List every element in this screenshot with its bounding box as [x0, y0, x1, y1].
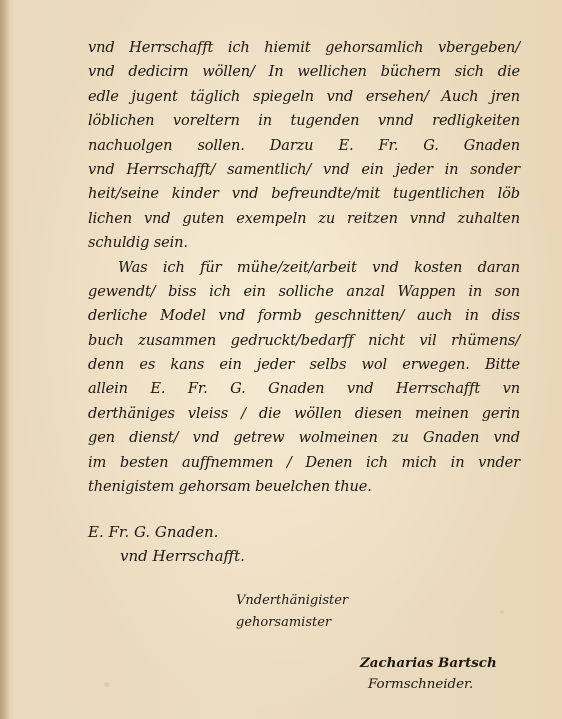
text-line: löblichen voreltern in tugenden vnnd redligkeiten	[88, 112, 520, 130]
closing-line: Vnderthänigister	[236, 593, 349, 608]
text-line: schuldig sein.	[88, 234, 188, 252]
text-line: buch zusammen gedruckt/bedarff nicht vil rhümens/	[88, 331, 520, 349]
dedication-body-text	[88, 36, 520, 499]
text-line: edle jugent täglich spiegeln vnd ersehen/ Auch jren	[88, 87, 520, 105]
closing-formula	[236, 590, 456, 634]
author-name: Zacharias Bartsch	[360, 655, 497, 671]
salutation-block	[88, 520, 388, 568]
salutation-line: vnd Herrschafft.	[120, 547, 245, 565]
text-line: allein E. Fr. G. Gnaden vnd Herrschafft vn	[88, 380, 520, 398]
closing-line: gehorsamister	[236, 615, 332, 630]
text-line: lichen vnd guten exempeln zu reitzen vnnd zuhalten	[88, 209, 520, 227]
text-line: heit/seine kinder vnd befreundte/mit tugentlichen löb	[88, 185, 520, 203]
text-line: denn es kans ein jeder selbs wol erwegen. Bitte	[88, 356, 520, 374]
text-line: nachuolgen sollen. Darzu E. Fr. G. Gnaden	[88, 136, 520, 154]
text-line: vnd Herrschafft/ samentlich/ vnd ein jeder in sonder	[88, 160, 520, 178]
author-signature	[360, 652, 540, 696]
text-line: derliche Model vnd formb geschnitten/ auch in diss	[88, 307, 520, 325]
text-line: im besten auffnemmen / Denen ich mich in vnder	[88, 453, 520, 471]
text-line: gen dienst/ vnd getrew wolmeinen zu Gnaden vnd	[88, 429, 520, 447]
paper-stain	[500, 610, 504, 614]
text-line: gewendt/ biss ich ein solliche anzal Wappen in son	[88, 282, 520, 300]
text-line: derthäniges vleiss / die wöllen diesen meinen gerin	[88, 404, 520, 422]
author-title: Formschneider.	[368, 677, 474, 692]
text-line: vnd dedicirn wöllen/ In wellichen büchern sich die	[88, 63, 520, 81]
text-line: vnd Herrschafft ich hiemit gehorsamlich vbergeben/	[88, 39, 520, 56]
paper-stain	[104, 682, 110, 687]
text-line-paragraph-start: Was ich für mühe/zeit/arbeit vnd kosten daran	[118, 258, 520, 276]
salutation-line: E. Fr. G. Gnaden.	[88, 523, 219, 541]
page-gutter-shadow	[0, 0, 10, 719]
text-line: thenigistem gehorsam beuelchen thue.	[88, 478, 372, 496]
